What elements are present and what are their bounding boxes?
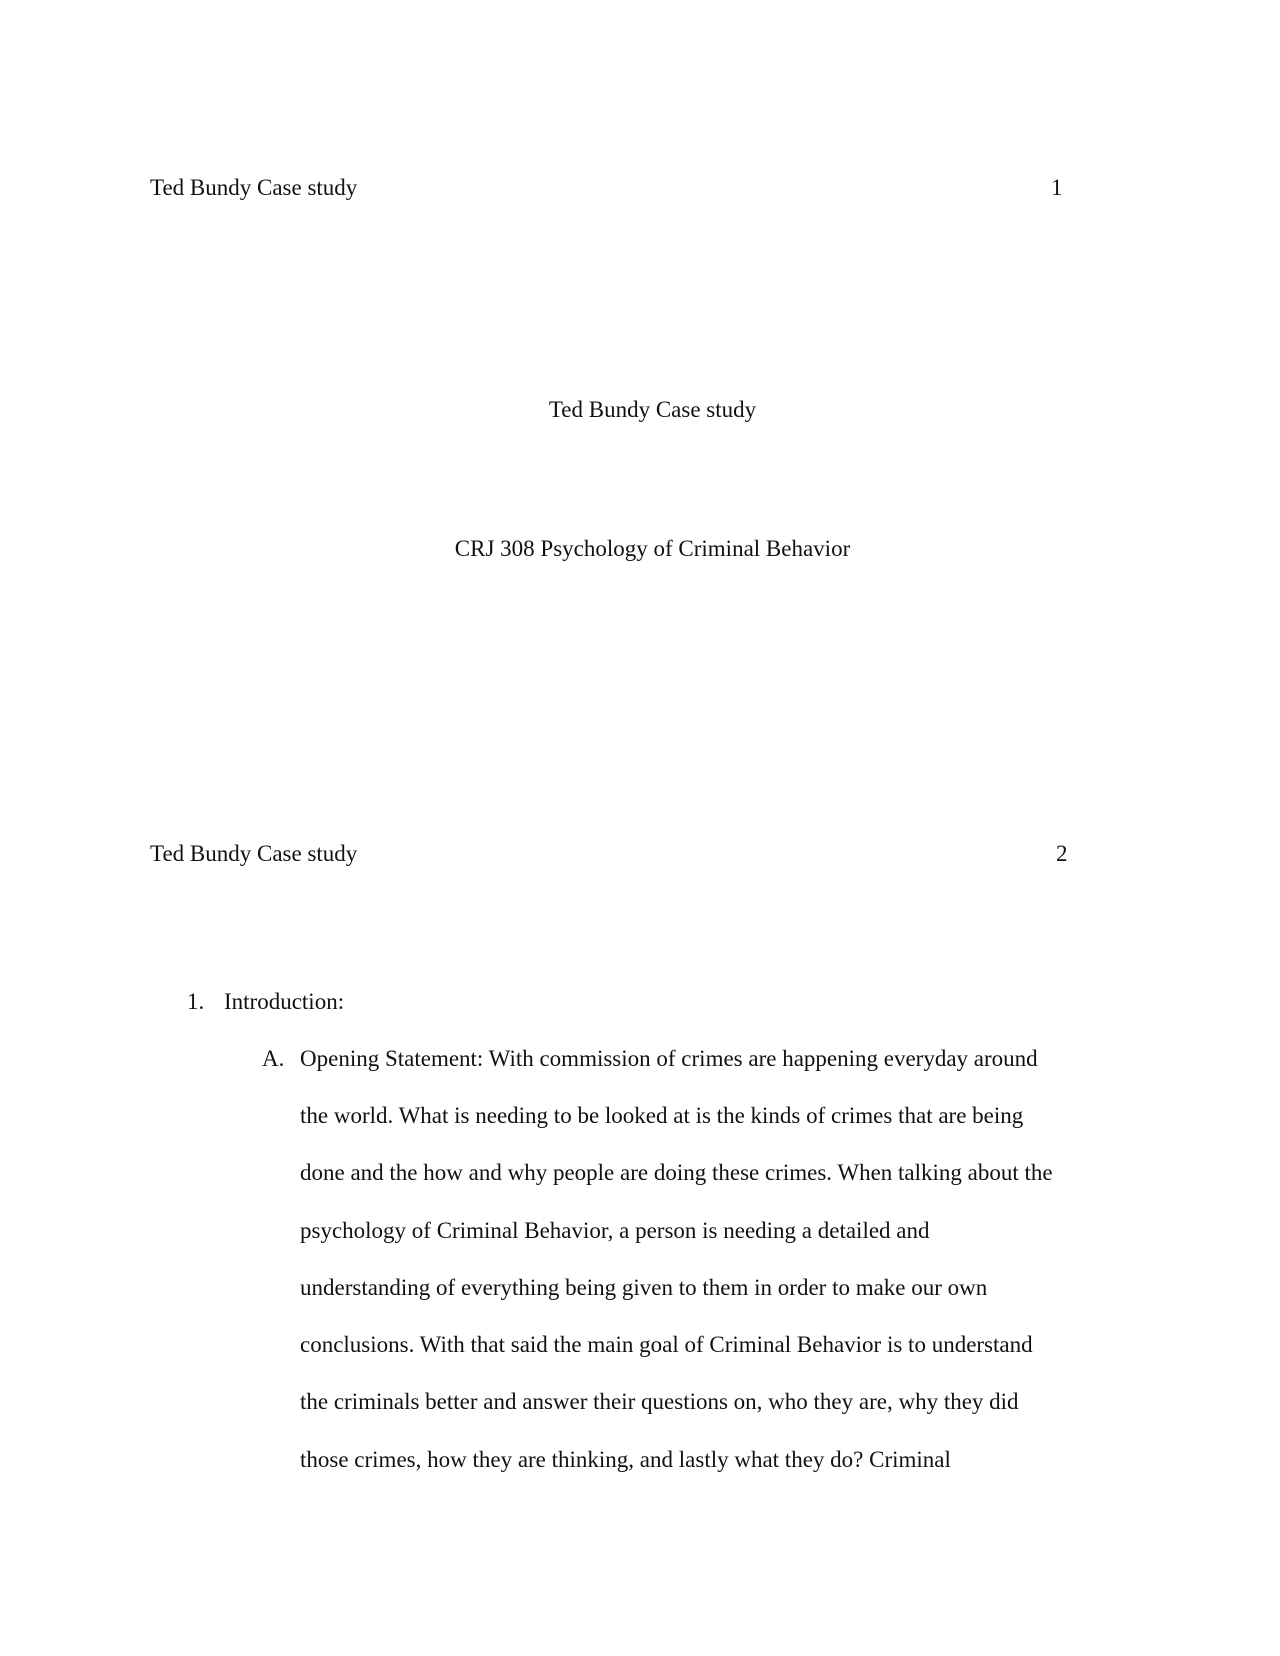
document-title: Ted Bundy Case study bbox=[548, 397, 757, 422]
section-number: 1. bbox=[187, 989, 205, 1014]
running-head: Ted Bundy Case study bbox=[150, 175, 358, 200]
paragraph-line: the world. What is needing to be looked at is the kinds of crimes that are being bbox=[300, 1103, 1024, 1128]
paragraph-line: those crimes, how they are thinking, and lastly what they do? Criminal bbox=[300, 1447, 951, 1472]
page-number: 2 bbox=[1056, 841, 1068, 866]
paragraph-line: psychology of Criminal Behavior, a person is needing a detailed and bbox=[300, 1218, 930, 1243]
section-heading: Introduction: bbox=[224, 989, 345, 1014]
paragraph-line: conclusions. With that said the main goal of Criminal Behavior is to understand bbox=[300, 1332, 1033, 1357]
paragraph-line: understanding of everything being given to them in order to make our own bbox=[300, 1275, 988, 1300]
running-head: Ted Bundy Case study bbox=[150, 841, 358, 866]
paragraph-line: Opening Statement: With commission of crimes are happening everyday around bbox=[300, 1046, 1038, 1071]
course-name: CRJ 308 Psychology of Criminal Behavior bbox=[454, 536, 851, 561]
subsection-letter: A. bbox=[262, 1046, 285, 1071]
page-number: 1 bbox=[1051, 175, 1063, 200]
paragraph-line: the criminals better and answer their questions on, who they are, why they did bbox=[300, 1389, 1019, 1414]
paragraph-line: done and the how and why people are doing these crimes. When talking about the bbox=[300, 1160, 1053, 1185]
